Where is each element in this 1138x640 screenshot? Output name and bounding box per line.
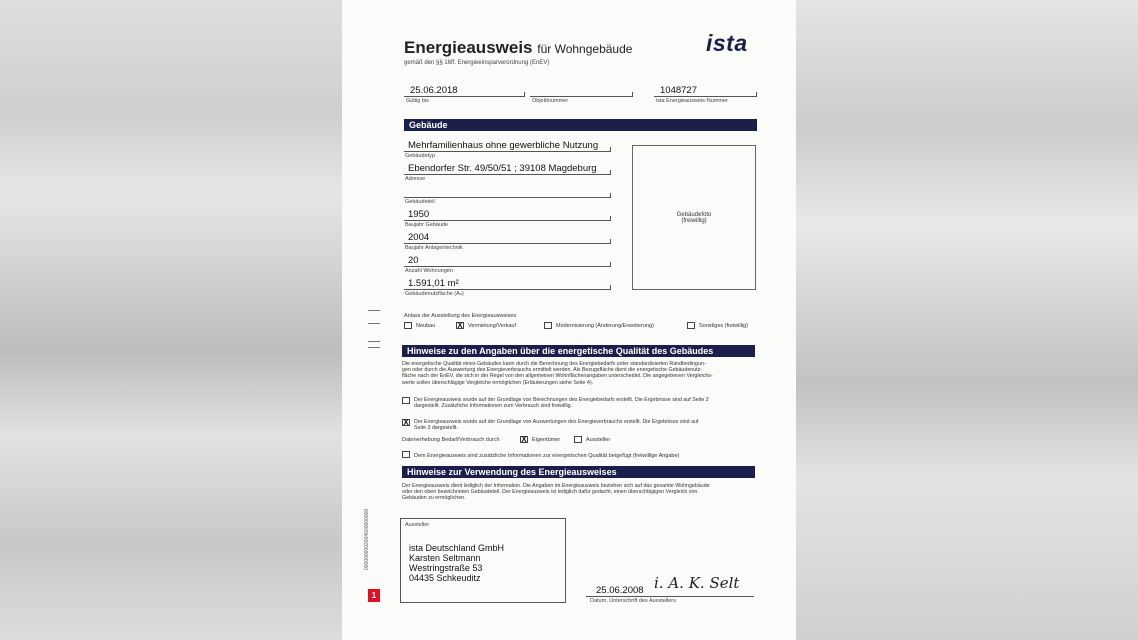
document-page bbox=[342, 0, 796, 640]
gebaeudefoto-box bbox=[632, 145, 756, 290]
baujahr-gebaeude-value: 1950 bbox=[408, 209, 430, 220]
aussteller-address: ista Deutschland GmbH Karsten Seltmann Westringstraße 53 04435 Schkeuditz bbox=[409, 543, 505, 583]
gebaeudetyp-value: Mehrfamilienhaus ohne gewerbliche Nutzung bbox=[408, 140, 599, 151]
photo-label: Gebäudefoto bbox=[676, 211, 712, 218]
hinweise-verwendung-header: Hinweise zur Verwendung des Energieausweises bbox=[402, 466, 755, 478]
option-neubau-label: Neubau bbox=[416, 323, 436, 329]
gueltig-value: 25.06.2018 bbox=[410, 85, 458, 96]
checkbox-verbrauch[interactable]: X bbox=[403, 418, 409, 427]
checkbox-vermietung-verkauf[interactable]: X bbox=[457, 321, 463, 330]
signature: i. A. K. Selt bbox=[654, 574, 740, 592]
side-code: 0000000002004600000000 bbox=[364, 508, 370, 570]
anzahl-wohnungen-value: 20 bbox=[408, 255, 419, 266]
background-right bbox=[796, 0, 1138, 640]
baujahr-anlagentechnik-label: Baujahr Anlagentechnik bbox=[405, 245, 463, 251]
background-left bbox=[0, 0, 342, 640]
checkbox-eigentuemer[interactable]: X bbox=[521, 435, 527, 444]
option-vermietung-label: Vermietung/Verkauf bbox=[468, 323, 517, 329]
option-modernisierung-label: Modernisierung (Änderung/Erweiterung) bbox=[556, 323, 654, 329]
anlass-label: Anlass der Ausstellung des Energieausweises bbox=[404, 313, 517, 319]
aussteller-box bbox=[400, 518, 566, 603]
ausweis-nummer-value: 1048727 bbox=[660, 85, 697, 96]
checkbox-sonstiges[interactable] bbox=[687, 322, 695, 329]
gebaeude-header: Gebäude bbox=[404, 119, 757, 131]
photo-optional-label: (freiwillig) bbox=[681, 217, 707, 224]
nutzflaeche-value: 1.591,01 m² bbox=[408, 278, 459, 289]
objektnummer-label: Objektnummer bbox=[532, 98, 569, 104]
hinweise-angaben-text: Die energetische Qualität eines Gebäudes kann durch die Berechnung des Energiebedarfs unter standardisierten Randbedingun- gen oder durch die Auswertung des Energieverbrauchs ermittelt werden. Als Bezugsfläche dient die energetische Gebäudenutz- fläche nach der EnEV, die sich in der Regel von den allgemeinen Wohnflächenangaben unterscheidet. Die angegebenen Vergleichs- werte sollen überschlägige Vergleiche ermöglichen (Erläuterungen siehe Seite 4). bbox=[402, 361, 713, 386]
adresse-label: Adresse bbox=[405, 176, 426, 182]
checkbox-bedarf[interactable] bbox=[402, 397, 410, 404]
option-verbrauch-text: Der Energieausweis wurde auf der Grundlage von Auswertungen des Energieverbrauchs erstellt. Die Ergebnisse sind auf Seite 3 dargestellt. bbox=[414, 419, 699, 432]
signature-date: 25.06.2008 bbox=[596, 585, 644, 596]
gebaeudetyp-label: Gebäudetyp bbox=[405, 153, 435, 159]
checkbox-aussteller[interactable] bbox=[574, 436, 582, 443]
anzahl-wohnungen-label: Anzahl Wohnungen bbox=[405, 268, 453, 274]
option-sonstiges-label: Sonstiges (freiwillig) bbox=[699, 323, 748, 329]
datenerhebung-label: Datenerhebung Bedarf/Verbrauch durch bbox=[402, 437, 500, 443]
document-title: Energieausweis für Wohngebäude bbox=[404, 38, 633, 57]
aussteller-box-label: Aussteller bbox=[405, 522, 430, 528]
zusatzinfo-text: Dem Energieausweis sind zusätzliche Informationen zur energetischen Qualität beigefügt (freiwillige Angabe) bbox=[414, 453, 680, 459]
hinweise-angaben-header: Hinweise zu den Angaben über die energetische Qualität des Gebäudes bbox=[402, 345, 755, 357]
hinweise-verwendung-text: Der Energieausweis dient lediglich der Information. Die Angaben im Energieausweis beziehen sich auf das gesamte Wohngebäude oder den oben bezeichneten Gebäudeteil. Der Energieausweis ist lediglich dafür gedacht, einen überschlägigen Vergleich von Gebäuden zu ermöglichen. bbox=[402, 483, 710, 502]
page-number: 1 bbox=[368, 589, 380, 602]
checkbox-zusatzinfo[interactable] bbox=[402, 451, 410, 458]
adresse-value: Ebendorfer Str. 49/50/51 ; 39108 Magdeburg bbox=[408, 163, 597, 174]
option-bedarf-text: Der Energieausweis wurde auf der Grundlage von Berechnungen des Energiebedarfs erstellt. Die Ergebnisse sind auf Seite 2 dargestellt. Zusätzliche Informationen zum Verbrauch sind freiwillig. bbox=[414, 397, 709, 410]
baujahr-gebaeude-label: Baujahr Gebäude bbox=[405, 222, 449, 228]
aussteller-option-label: Aussteller bbox=[586, 437, 611, 443]
gueltig-label: Gültig bis bbox=[406, 98, 429, 104]
checkbox-neubau[interactable] bbox=[404, 322, 412, 329]
gebaeudeteil-label: Gebäudeteil bbox=[405, 199, 435, 205]
checkbox-modernisierung[interactable] bbox=[544, 322, 552, 329]
nutzflaeche-label: Gebäudenutzfläche (Aₙ) bbox=[405, 291, 464, 297]
baujahr-anlagentechnik-value: 2004 bbox=[408, 232, 430, 243]
eigentuemer-label: Eigentümer bbox=[532, 437, 561, 443]
ista-logo: ista bbox=[706, 30, 748, 56]
document-subtitle: gemäß den §§ 16ff. Energieeinsparverordnung (EnEV) bbox=[404, 60, 550, 66]
ausweis-nummer-label: ista Energieausweis-Nummer bbox=[656, 98, 728, 104]
signature-label: Datum, Unterschrift des Ausstellers bbox=[590, 598, 676, 604]
